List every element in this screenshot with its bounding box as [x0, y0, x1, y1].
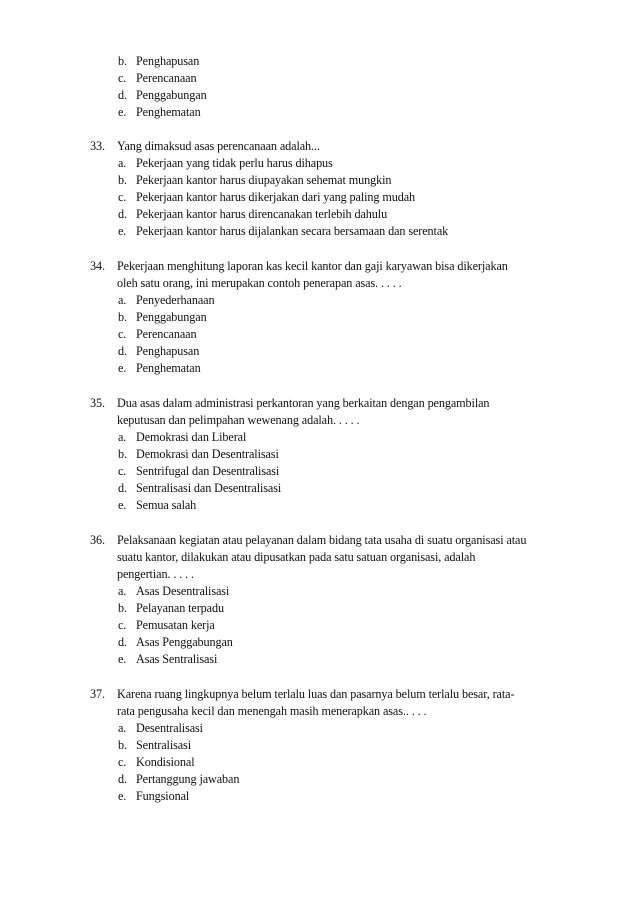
question-text: keputusan dan pelimpahan wewenang adalah. . . . . [117, 413, 360, 427]
question-text: Dua asas dalam administrasi perkantoran yang berkaitan dengan pengambilan [117, 396, 490, 410]
option-text: Pertanggung jawaban [136, 772, 240, 786]
question-number: 37. [90, 687, 105, 701]
option-text: Penggabungan [136, 310, 207, 324]
option-text: Sentrifugal dan Desentralisasi [136, 464, 280, 478]
option-text: Perencanaan [136, 71, 197, 85]
question-number: 35. [90, 396, 105, 410]
option-letter: e. [118, 224, 127, 238]
option-letter: d. [118, 207, 127, 221]
option-text: Demokrasi dan Desentralisasi [136, 447, 279, 461]
question-text: rata pengusaha kecil dan menengah masih menerapkan asas.. . . . [117, 704, 427, 718]
option-letter: d. [118, 772, 127, 786]
option-letter: d. [118, 344, 127, 358]
question-number: 34. [90, 259, 105, 273]
option-text: Penyederhanaan [136, 293, 215, 307]
option-letter: d. [118, 635, 127, 649]
option-text: Pekerjaan kantor harus dijalankan secara bersamaan dan serentak [136, 224, 449, 238]
option-letter: e. [118, 789, 127, 803]
question-text: pengertian. . . . . [117, 567, 194, 581]
option-text: Penggabungan [136, 88, 207, 102]
option-text: Semua salah [136, 498, 197, 512]
question-text: Pelaksanaan kegiatan atau pelayanan dalam bidang tata usaha di suatu organisasi atau [117, 533, 527, 547]
option-text: Kondisional [136, 755, 195, 769]
option-letter: d. [118, 481, 127, 495]
question-number: 36. [90, 533, 105, 547]
option-letter: c. [118, 618, 127, 632]
question-text: Pekerjaan menghitung laporan kas kecil kantor dan gaji karyawan bisa dikerjakan [117, 259, 508, 273]
option-text: Desentralisasi [136, 721, 203, 735]
option-text: Pekerjaan yang tidak perlu harus dihapus [136, 156, 333, 170]
option-letter: c. [118, 190, 127, 204]
option-letter: c. [118, 464, 127, 478]
option-letter: b. [118, 173, 127, 187]
question-text: oleh satu orang, ini merupakan contoh penerapan asas. . . . . [117, 276, 402, 290]
option-text: Penghematan [136, 105, 201, 119]
option-text: Perencanaan [136, 327, 197, 341]
option-text: Asas Penggabungan [136, 635, 233, 649]
option-letter: a. [118, 430, 127, 444]
option-letter: e. [118, 105, 127, 119]
option-text: Sentralisasi dan Desentralisasi [136, 481, 282, 495]
option-letter: e. [118, 498, 127, 512]
option-letter: b. [118, 447, 127, 461]
option-letter: c. [118, 755, 127, 769]
question-text: suatu kantor, dilakukan atau dipusatkan pada satu satuan organisasi, adalah [117, 550, 476, 564]
option-text: Pelayanan terpadu [136, 601, 224, 615]
option-letter: a. [118, 721, 127, 735]
question-number: 33. [90, 139, 105, 153]
question-text: Karena ruang lingkupnya belum terlalu luas dan pasarnya belum terlalu besar, rata- [117, 687, 515, 701]
option-text: Penghapusan [136, 344, 200, 358]
option-text: Pekerjaan kantor harus diupayakan sehemat mungkin [136, 173, 392, 187]
option-letter: d. [118, 88, 127, 102]
option-letter: a. [118, 293, 127, 307]
option-letter: a. [118, 156, 127, 170]
option-text: Fungsional [136, 789, 190, 803]
option-letter: b. [118, 54, 127, 68]
option-text: Sentralisasi [136, 738, 191, 752]
option-letter: b. [118, 601, 127, 615]
option-text: Pekerjaan kantor harus dikerjakan dari yang paling mudah [136, 190, 416, 204]
option-letter: e. [118, 361, 127, 375]
option-text: Pekerjaan kantor harus direncanakan terlebih dahulu [136, 207, 388, 221]
option-text: Asas Desentralisasi [136, 584, 230, 598]
option-letter: b. [118, 310, 127, 324]
option-text: Penghematan [136, 361, 201, 375]
option-text: Penghapusan [136, 54, 200, 68]
option-letter: a. [118, 584, 127, 598]
option-letter: e. [118, 652, 127, 666]
option-text: Pemusatan kerja [136, 618, 215, 632]
option-text: Asas Sentralisasi [136, 652, 218, 666]
option-text: Demokrasi dan Liberal [136, 430, 247, 444]
option-letter: c. [118, 71, 127, 85]
option-letter: b. [118, 738, 127, 752]
question-text: Yang dimaksud asas perencanaan adalah... [117, 139, 320, 153]
option-letter: c. [118, 327, 127, 341]
